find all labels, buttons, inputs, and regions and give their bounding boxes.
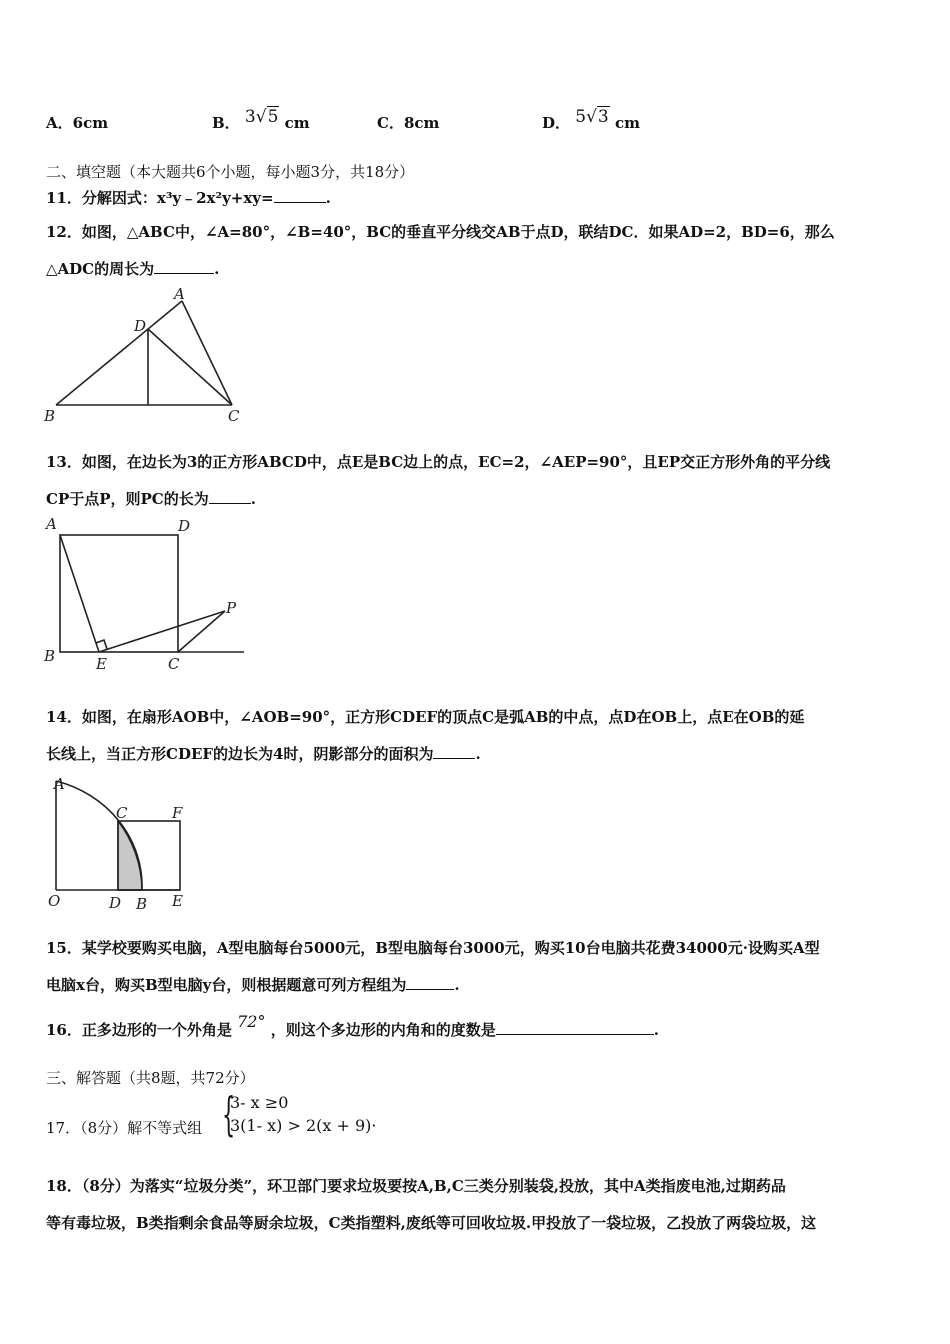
option-d-coef: 5: [575, 107, 587, 127]
fig13-label-b: B: [44, 647, 56, 665]
fig14-shaded-region: [118, 821, 142, 890]
fig14-label-f: F: [172, 804, 183, 822]
option-c-label: C．: [377, 114, 404, 132]
question-16: [46, 1012, 659, 1040]
fig12-segment-dc: [148, 329, 232, 405]
fig13-label-c: C: [168, 655, 180, 673]
option-a: [46, 112, 108, 133]
q16-end: .: [653, 1021, 659, 1039]
q14-end: .: [475, 745, 481, 763]
option-d-label: D．: [542, 114, 571, 132]
fig13-label-e: E: [96, 655, 107, 673]
q13-end: .: [250, 490, 256, 508]
q17-system: [230, 1093, 376, 1135]
q11-expr: x³y﹣2x²y+xy=: [156, 189, 274, 207]
fig12-label-b: B: [44, 407, 56, 425]
option-c: [377, 112, 439, 133]
option-b-label: B．: [212, 114, 240, 132]
q12-blank: [154, 259, 214, 274]
fig14-label-o: O: [48, 892, 61, 910]
option-a-text: 6cm: [72, 114, 109, 132]
q17-text: 17．（8分）解不等式组: [46, 1119, 203, 1137]
section-3-title: 三、解答题（共8题，共72分）: [46, 1069, 255, 1087]
section-2-title: 二、填空题（本大题共6个小题，每小题3分，共18分）: [46, 163, 415, 181]
fig12-label-a: A: [174, 285, 185, 303]
fig12-label-d: D: [134, 317, 147, 335]
fig12-label-c: C: [228, 407, 240, 425]
fig14-label-e: E: [172, 892, 183, 910]
q11-text: 分解因式：: [81, 189, 157, 207]
q13-line2-wrap: [46, 488, 256, 509]
fig13-label-a: A: [46, 515, 57, 533]
q12-line2-wrap: [46, 258, 219, 279]
q16-blank: [496, 1020, 654, 1035]
q14-line1: 14．如图，在扇形AOB中，∠AOB=90°，正方形CDEF的顶点C是弧AB的中点，点D在OB上，点E在OB的延: [46, 708, 805, 726]
q16-post: ，则这个多边形的内角和的度数是: [270, 1021, 496, 1039]
q15-line2-wrap: [46, 974, 460, 995]
q11-end: .: [325, 189, 331, 207]
fig12-segment-ba: [56, 301, 182, 405]
fig12-segment-ac: [182, 301, 232, 405]
q16-pre: 16．正多边形的一个外角是: [46, 1021, 232, 1039]
option-d-unit: cm: [614, 114, 640, 132]
option-b-coef: 3: [244, 107, 256, 127]
q12-end: .: [214, 260, 220, 278]
fig13-segment-ae: [60, 535, 99, 652]
option-c-text: 8cm: [403, 114, 440, 132]
q17-inequality-2: 3(1- x) > 2(x + 9)·: [230, 1116, 377, 1135]
option-d-radical: 5√3: [575, 107, 609, 127]
fig14-label-b: B: [136, 895, 148, 913]
option-b: [212, 107, 310, 133]
option-b-radicand: 5: [267, 107, 279, 127]
fig13-square: [60, 535, 178, 652]
q18-line2: 等有毒垃圾，B类指剩余食品等厨余垃圾，C类指塑料,废纸等可回收垃圾.甲投放了一袋垃圾，乙投放了两袋垃圾，这: [46, 1214, 817, 1232]
q16-angle: 72°: [237, 1012, 266, 1031]
q14-line2: 长线上，当正方形CDEF的边长为4时，阴影部分的面积为: [46, 745, 434, 763]
q15-end: .: [454, 976, 460, 994]
q14-line2-wrap: [46, 743, 481, 764]
figure-q12: [40, 283, 250, 428]
q14-blank: [433, 744, 475, 759]
q15-blank: [406, 975, 454, 990]
question-11: [46, 187, 331, 208]
q12-line2: △ADC的周长为: [46, 260, 155, 278]
fig14-label-c: C: [116, 804, 128, 822]
q17-brace: {: [222, 1087, 236, 1141]
fig14-label-d: D: [109, 894, 122, 912]
option-d-radicand: 3: [597, 107, 609, 127]
q12-line1: 12．如图，△ABC中，∠A=80°，∠B=40°，BC的垂直平分线交AB于点D，联结DC．如果AD=2，BD=6，那么: [46, 223, 835, 241]
option-d: [542, 107, 640, 133]
option-b-radical: 3√5: [244, 107, 279, 127]
figure-q14: [40, 773, 200, 918]
option-a-label: A．: [46, 114, 73, 132]
fig13-label-d: D: [178, 517, 191, 535]
q13-line2: CP于点P，则PC的长为: [46, 490, 209, 508]
fig13-segment-cp: [178, 611, 225, 652]
q18-line1: 18．（8分）为落实“垃圾分类”，环卫部门要求垃圾要按A,B,C三类分别装袋,投放，其中A类指废电池,过期药品: [46, 1177, 786, 1195]
q13-line1: 13．如图，在边长为3的正方形ABCD中，点E是BC边上的点，EC=2，∠AEP=90°，且EP交正方形外角的平分线: [46, 453, 831, 471]
fig14-label-a: A: [54, 775, 65, 793]
option-b-unit: cm: [284, 114, 310, 132]
q11-num: 11．: [46, 189, 82, 207]
figure-q13: [40, 515, 250, 675]
q11-blank: [274, 188, 326, 203]
q15-line1: 15．某学校要购买电脑，A型电脑每台5000元，B型电脑每台3000元，购买10台电脑共花费34000元·设购买A型: [46, 939, 820, 957]
q13-blank: [209, 489, 251, 504]
q17-inequality-1: 3- x ≥0: [230, 1093, 289, 1112]
fig13-segment-ep: [99, 611, 225, 652]
fig13-label-p: P: [226, 599, 237, 617]
q15-line2: 电脑x台，购买B型电脑y台，则根据题意可列方程组为: [46, 976, 407, 994]
